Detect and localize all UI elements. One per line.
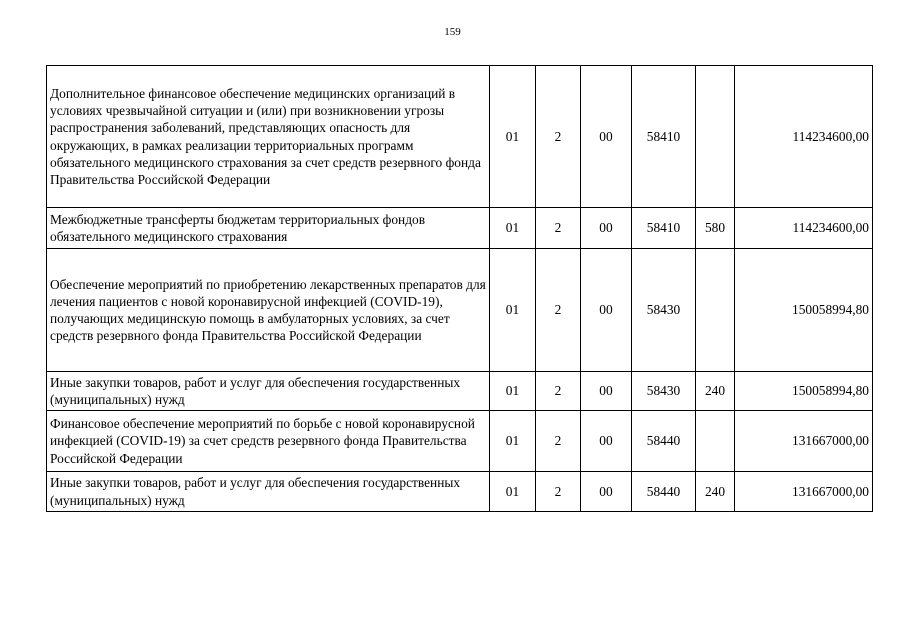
page-number: 159 [444,26,461,38]
code-program: 2 [536,249,581,372]
code-subprogram: 00 [581,66,632,208]
code-expense-type: 240 [696,372,735,411]
budget-table [46,65,873,512]
code-direction: 58440 [632,411,696,472]
code-subprogram: 00 [581,249,632,372]
code-direction: 58440 [632,472,696,512]
row-description: Межбюджетные трансферты бюджетам территориальных фондов обязательного медицинского страхования [47,208,490,249]
row-description: Иные закупки товаров, работ и услуг для обеспечения государственных (муниципальных) нужд [47,372,490,411]
code-direction: 58410 [632,208,696,249]
code-direction: 58430 [632,372,696,411]
table-row [47,249,873,372]
code-expense-type [696,249,735,372]
amount: 150058994,80 [735,249,873,372]
row-description: Финансовое обеспечение мероприятий по борьбе с новой коронавирусной инфекцией (COVID-19) за счет средств резервного фонда Правительства Российской Федерации [47,411,490,472]
code-subprogram: 00 [581,472,632,512]
code-expense-type [696,66,735,208]
amount: 114234600,00 [735,66,873,208]
code-subprogram: 00 [581,411,632,472]
code-ministry: 01 [490,411,536,472]
code-direction: 58430 [632,249,696,372]
table-row [47,472,873,512]
code-expense-type [696,411,735,472]
code-program: 2 [536,66,581,208]
code-ministry: 01 [490,208,536,249]
amount: 131667000,00 [735,472,873,512]
row-description: Дополнительное финансовое обеспечение медицинских организаций в условиях чрезвычайной ситуации и (или) при возникновении угрозы распространения заболеваний, представляющих опасность для окружающих, в рамках реализации территориальных программ обязательного медицинского страхования за счет средств резервного фонда Правительства Российской Федерации [47,66,490,208]
table-row [47,372,873,411]
code-program: 2 [536,208,581,249]
code-ministry: 01 [490,66,536,208]
table-row [47,208,873,249]
code-program: 2 [536,472,581,512]
amount: 131667000,00 [735,411,873,472]
code-program: 2 [536,411,581,472]
table-row [47,66,873,208]
code-expense-type: 240 [696,472,735,512]
code-program: 2 [536,372,581,411]
code-direction: 58410 [632,66,696,208]
table-row [47,411,873,472]
amount: 114234600,00 [735,208,873,249]
code-ministry: 01 [490,472,536,512]
code-subprogram: 00 [581,208,632,249]
code-expense-type: 580 [696,208,735,249]
code-ministry: 01 [490,372,536,411]
code-ministry: 01 [490,249,536,372]
row-description: Иные закупки товаров, работ и услуг для обеспечения государственных (муниципальных) нужд [47,472,490,512]
row-description: Обеспечение мероприятий по приобретению лекарственных препаратов для лечения пациентов с новой коронавирусной инфекцией (COVID-19), получающих медицинскую помощь в амбулаторных условиях, за счет средств резервного фонда Правительства Российской Федерации [47,249,490,372]
code-subprogram: 00 [581,372,632,411]
amount: 150058994,80 [735,372,873,411]
